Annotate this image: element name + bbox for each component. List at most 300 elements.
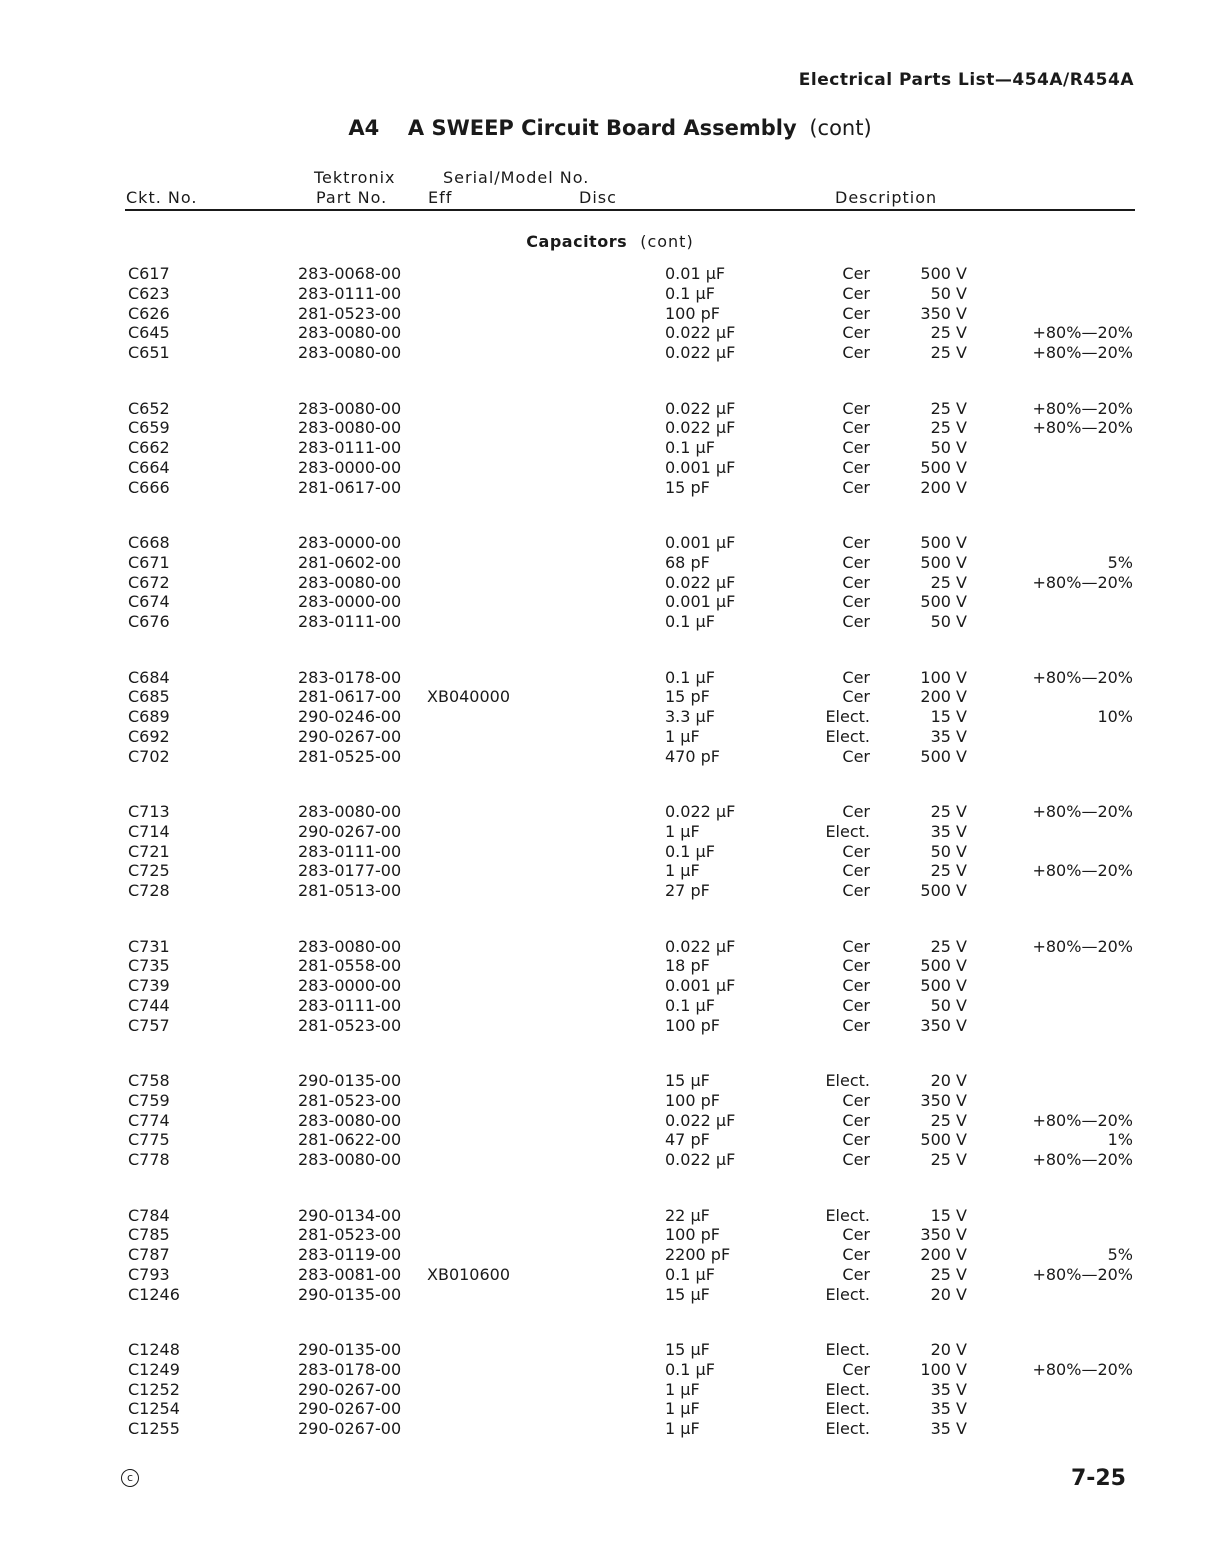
dielectric-type: Cer xyxy=(842,457,870,477)
table-row xyxy=(0,881,1220,901)
voltage-rating: 15 V xyxy=(930,1205,967,1225)
table-row xyxy=(0,1130,1220,1150)
ckt-number: C684 xyxy=(128,667,170,687)
tolerance: 1% xyxy=(1107,1130,1133,1150)
capacitance-value: 1 μF xyxy=(665,821,700,841)
part-number: 290-0267-00 xyxy=(298,1399,402,1419)
table-row xyxy=(0,842,1220,862)
table-row xyxy=(0,418,1220,438)
part-number: 283-0177-00 xyxy=(298,861,402,881)
ckt-number: C674 xyxy=(128,592,170,612)
part-number: 283-0080-00 xyxy=(298,572,402,592)
ckt-number: C1254 xyxy=(128,1399,180,1419)
ckt-number: C774 xyxy=(128,1110,170,1130)
dielectric-type: Cer xyxy=(842,323,870,343)
dielectric-type: Cer xyxy=(842,552,870,572)
voltage-rating: 35 V xyxy=(930,1379,967,1399)
tolerance: +80%—20% xyxy=(1032,861,1133,881)
header-rule xyxy=(125,209,1135,211)
capacitance-value: 0.022 μF xyxy=(665,398,736,418)
part-number: 283-0080-00 xyxy=(298,398,402,418)
voltage-rating: 350 V xyxy=(920,1015,967,1035)
capacitance-value: 1 μF xyxy=(665,1379,700,1399)
serial-eff: XB010600 xyxy=(427,1264,511,1284)
part-number: 283-0080-00 xyxy=(298,418,402,438)
voltage-rating: 500 V xyxy=(920,746,967,766)
part-number: 283-0080-00 xyxy=(298,343,402,363)
ckt-number: C623 xyxy=(128,283,170,303)
part-number: 283-0068-00 xyxy=(298,264,402,283)
part-number: 283-0111-00 xyxy=(298,283,402,303)
part-number: 281-0622-00 xyxy=(298,1130,402,1150)
capacitance-value: 0.001 μF xyxy=(665,592,736,612)
dielectric-type: Elect. xyxy=(825,707,870,727)
voltage-rating: 500 V xyxy=(920,264,967,283)
ckt-number: C626 xyxy=(128,303,170,323)
table-row xyxy=(0,533,1220,553)
table-row xyxy=(0,822,1220,842)
ckt-number: C793 xyxy=(128,1264,170,1284)
table-row xyxy=(0,687,1220,707)
ckt-number: C662 xyxy=(128,438,170,458)
voltage-rating: 35 V xyxy=(930,726,967,746)
part-number: 283-0000-00 xyxy=(298,592,402,612)
ckt-number: C744 xyxy=(128,995,170,1015)
table-row xyxy=(0,323,1220,343)
part-number: 283-0080-00 xyxy=(298,323,402,343)
capacitance-value: 47 pF xyxy=(665,1130,710,1150)
assembly-name: A SWEEP Circuit Board Assembly xyxy=(407,116,797,140)
part-number: 283-0178-00 xyxy=(298,667,402,687)
table-row xyxy=(0,478,1220,498)
part-number: 283-0000-00 xyxy=(298,976,402,996)
table-row xyxy=(0,937,1220,957)
dielectric-type: Elect. xyxy=(825,1399,870,1419)
voltage-rating: 35 V xyxy=(930,1399,967,1419)
voltage-rating: 500 V xyxy=(920,592,967,612)
dielectric-type: Cer xyxy=(842,802,870,821)
dielectric-type: Cer xyxy=(842,264,870,283)
ckt-number: C1249 xyxy=(128,1359,180,1379)
ckt-number: C1246 xyxy=(128,1284,180,1304)
capacitance-value: 15 μF xyxy=(665,1071,710,1090)
table-row xyxy=(0,458,1220,478)
tolerance: +80%—20% xyxy=(1032,323,1133,343)
part-number: 290-0135-00 xyxy=(298,1284,402,1304)
ckt-number: C672 xyxy=(128,572,170,592)
ckt-number: C775 xyxy=(128,1130,170,1150)
ckt-number: C652 xyxy=(128,398,170,418)
col-header-part-no: Part No. xyxy=(316,188,388,207)
dielectric-type: Elect. xyxy=(825,1284,870,1304)
ckt-number: C685 xyxy=(128,687,170,707)
table-row xyxy=(0,399,1220,419)
table-row xyxy=(0,1245,1220,1265)
capacitance-value: 0.01 μF xyxy=(665,264,726,283)
capacitance-value: 0.022 μF xyxy=(665,572,736,592)
capacitance-value: 15 μF xyxy=(665,1284,710,1304)
table-row xyxy=(0,996,1220,1016)
part-number: 283-0080-00 xyxy=(298,1110,402,1130)
dielectric-type: Cer xyxy=(842,438,870,458)
dielectric-type: Cer xyxy=(842,667,870,687)
table-row xyxy=(0,304,1220,324)
table-row xyxy=(0,1225,1220,1245)
tolerance: +80%—20% xyxy=(1032,343,1133,363)
capacitance-value: 0.022 μF xyxy=(665,343,736,363)
voltage-rating: 25 V xyxy=(930,323,967,343)
part-number: 283-0111-00 xyxy=(298,841,402,861)
part-number: 290-0267-00 xyxy=(298,726,402,746)
voltage-rating: 100 V xyxy=(920,667,967,687)
ckt-number: C739 xyxy=(128,976,170,996)
voltage-rating: 25 V xyxy=(930,936,967,956)
table-row xyxy=(0,1111,1220,1131)
table-row xyxy=(0,707,1220,727)
assembly-id: A4 xyxy=(348,116,380,140)
capacitance-value: 0.001 μF xyxy=(665,457,736,477)
dielectric-type: Cer xyxy=(842,956,870,976)
part-number: 283-0000-00 xyxy=(298,533,402,552)
voltage-rating: 200 V xyxy=(920,477,967,497)
voltage-rating: 20 V xyxy=(930,1340,967,1359)
part-number: 283-0081-00 xyxy=(298,1264,402,1284)
capacitance-value: 0.1 μF xyxy=(665,1359,715,1379)
voltage-rating: 35 V xyxy=(930,821,967,841)
table-row xyxy=(0,1150,1220,1170)
table-row xyxy=(0,1399,1220,1419)
dielectric-type: Cer xyxy=(842,1264,870,1284)
table-row xyxy=(0,1285,1220,1305)
part-number: 290-0267-00 xyxy=(298,1419,402,1439)
capacitance-value: 3.3 μF xyxy=(665,707,715,727)
voltage-rating: 200 V xyxy=(920,1245,967,1265)
capacitance-value: 0.022 μF xyxy=(665,1110,736,1130)
part-number: 281-0602-00 xyxy=(298,552,402,572)
capacitance-value: 100 pF xyxy=(665,1225,720,1245)
voltage-rating: 20 V xyxy=(930,1071,967,1090)
col-header-serial: Serial/Model No. xyxy=(443,168,590,187)
dielectric-type: Cer xyxy=(842,687,870,707)
col-header-ckt: Ckt. No. xyxy=(126,188,198,207)
capacitance-value: 100 pF xyxy=(665,303,720,323)
part-number: 283-0111-00 xyxy=(298,995,402,1015)
voltage-rating: 50 V xyxy=(930,283,967,303)
voltage-rating: 25 V xyxy=(930,1150,967,1170)
dielectric-type: Cer xyxy=(842,976,870,996)
voltage-rating: 25 V xyxy=(930,1264,967,1284)
assembly-title xyxy=(0,116,1220,140)
table-row xyxy=(0,1265,1220,1285)
voltage-rating: 35 V xyxy=(930,1419,967,1439)
part-number: 281-0617-00 xyxy=(298,687,402,707)
col-header-eff: Eff xyxy=(428,188,453,207)
page-number: 7-25 xyxy=(1070,1466,1126,1491)
voltage-rating: 500 V xyxy=(920,1130,967,1150)
capacitance-value: 0.1 μF xyxy=(665,667,715,687)
table-row xyxy=(0,956,1220,976)
dielectric-type: Cer xyxy=(842,303,870,323)
dielectric-type: Cer xyxy=(842,746,870,766)
part-number: 283-0178-00 xyxy=(298,1359,402,1379)
capacitance-value: 27 pF xyxy=(665,881,710,901)
capacitance-value: 0.1 μF xyxy=(665,841,715,861)
capacitance-value: 0.022 μF xyxy=(665,418,736,438)
voltage-rating: 20 V xyxy=(930,1284,967,1304)
table-row xyxy=(0,1071,1220,1091)
voltage-rating: 200 V xyxy=(920,687,967,707)
part-number: 281-0523-00 xyxy=(298,1090,402,1110)
tolerance: +80%—20% xyxy=(1032,398,1133,418)
part-number: 283-0111-00 xyxy=(298,612,402,632)
dielectric-type: Cer xyxy=(842,861,870,881)
part-number: 283-0080-00 xyxy=(298,802,402,821)
ckt-number: C671 xyxy=(128,552,170,572)
ckt-number: C725 xyxy=(128,861,170,881)
table-row xyxy=(0,1091,1220,1111)
voltage-rating: 500 V xyxy=(920,976,967,996)
dielectric-type: Cer xyxy=(842,1245,870,1265)
voltage-rating: 25 V xyxy=(930,802,967,821)
tolerance: +80%—20% xyxy=(1032,1264,1133,1284)
dielectric-type: Cer xyxy=(842,283,870,303)
capacitance-value: 0.022 μF xyxy=(665,936,736,956)
ckt-number: C651 xyxy=(128,343,170,363)
voltage-rating: 50 V xyxy=(930,841,967,861)
tolerance: +80%—20% xyxy=(1032,936,1133,956)
part-number: 283-0000-00 xyxy=(298,457,402,477)
ckt-number: C666 xyxy=(128,477,170,497)
dielectric-type: Cer xyxy=(842,1130,870,1150)
capacitance-value: 18 pF xyxy=(665,956,710,976)
table-row xyxy=(0,1206,1220,1226)
table-row xyxy=(0,264,1220,284)
table-row xyxy=(0,573,1220,593)
dielectric-type: Cer xyxy=(842,936,870,956)
dielectric-type: Elect. xyxy=(825,1071,870,1090)
ckt-number: C785 xyxy=(128,1225,170,1245)
part-number: 281-0513-00 xyxy=(298,881,402,901)
ckt-number: C702 xyxy=(128,746,170,766)
tolerance: +80%—20% xyxy=(1032,667,1133,687)
col-header-description: Description xyxy=(835,188,938,207)
voltage-rating: 500 V xyxy=(920,881,967,901)
table-row xyxy=(0,343,1220,363)
capacitance-value: 0.1 μF xyxy=(665,283,715,303)
table-row xyxy=(0,438,1220,458)
voltage-rating: 25 V xyxy=(930,398,967,418)
dielectric-type: Elect. xyxy=(825,1379,870,1399)
ckt-number: C721 xyxy=(128,841,170,861)
capacitance-value: 0.1 μF xyxy=(665,1264,715,1284)
part-number: 283-0119-00 xyxy=(298,1245,402,1265)
dielectric-type: Cer xyxy=(842,1110,870,1130)
capacitance-value: 22 μF xyxy=(665,1205,710,1225)
tolerance: 5% xyxy=(1107,1245,1133,1265)
dielectric-type: Cer xyxy=(842,995,870,1015)
tolerance: +80%—20% xyxy=(1032,1150,1133,1170)
dielectric-type: Cer xyxy=(842,1225,870,1245)
ckt-number: C759 xyxy=(128,1090,170,1110)
table-row xyxy=(0,1419,1220,1439)
table-row xyxy=(0,976,1220,996)
dielectric-type: Cer xyxy=(842,612,870,632)
dielectric-type: Cer xyxy=(842,881,870,901)
voltage-rating: 25 V xyxy=(930,861,967,881)
voltage-rating: 50 V xyxy=(930,995,967,1015)
voltage-rating: 50 V xyxy=(930,612,967,632)
capacitance-value: 0.1 μF xyxy=(665,438,715,458)
table-row xyxy=(0,1380,1220,1400)
voltage-rating: 500 V xyxy=(920,956,967,976)
capacitance-value: 0.1 μF xyxy=(665,612,715,632)
capacitance-value: 1 μF xyxy=(665,1419,700,1439)
dielectric-type: Cer xyxy=(842,343,870,363)
ckt-number: C668 xyxy=(128,533,170,552)
voltage-rating: 350 V xyxy=(920,1090,967,1110)
dielectric-type: Cer xyxy=(842,592,870,612)
capacitance-value: 68 pF xyxy=(665,552,710,572)
part-number: 281-0525-00 xyxy=(298,746,402,766)
tolerance: +80%—20% xyxy=(1032,802,1133,821)
dielectric-type: Cer xyxy=(842,1150,870,1170)
voltage-rating: 25 V xyxy=(930,572,967,592)
capacitance-value: 0.1 μF xyxy=(665,995,715,1015)
ckt-number: C784 xyxy=(128,1205,170,1225)
part-number: 283-0111-00 xyxy=(298,438,402,458)
capacitance-value: 15 μF xyxy=(665,1340,710,1359)
capacitance-value: 100 pF xyxy=(665,1090,720,1110)
part-number: 281-0523-00 xyxy=(298,1225,402,1245)
ckt-number: C692 xyxy=(128,726,170,746)
table-row xyxy=(0,802,1220,822)
ckt-number: C617 xyxy=(128,264,170,283)
ckt-number: C659 xyxy=(128,418,170,438)
tolerance: +80%—20% xyxy=(1032,572,1133,592)
table-row xyxy=(0,1340,1220,1360)
ckt-number: C728 xyxy=(128,881,170,901)
dielectric-type: Elect. xyxy=(825,1205,870,1225)
tolerance: +80%—20% xyxy=(1032,418,1133,438)
capacitance-value: 0.022 μF xyxy=(665,1150,736,1170)
ckt-number: C787 xyxy=(128,1245,170,1265)
voltage-rating: 25 V xyxy=(930,418,967,438)
table-row xyxy=(0,592,1220,612)
part-number: 281-0523-00 xyxy=(298,1015,402,1035)
dielectric-type: Cer xyxy=(842,1359,870,1379)
capacitance-value: 2200 pF xyxy=(665,1245,731,1265)
tolerance: +80%—20% xyxy=(1032,1110,1133,1130)
voltage-rating: 50 V xyxy=(930,438,967,458)
ckt-number: C713 xyxy=(128,802,170,821)
table-row xyxy=(0,553,1220,573)
voltage-rating: 350 V xyxy=(920,303,967,323)
voltage-rating: 15 V xyxy=(930,707,967,727)
capacitance-value: 0.001 μF xyxy=(665,976,736,996)
voltage-rating: 25 V xyxy=(930,1110,967,1130)
dielectric-type: Cer xyxy=(842,398,870,418)
part-number: 290-0135-00 xyxy=(298,1071,402,1090)
ckt-number: C757 xyxy=(128,1015,170,1035)
section-continued: (cont) xyxy=(640,232,694,251)
part-number: 290-0134-00 xyxy=(298,1205,402,1225)
part-number: 290-0267-00 xyxy=(298,1379,402,1399)
voltage-rating: 350 V xyxy=(920,1225,967,1245)
ckt-number: C778 xyxy=(128,1150,170,1170)
capacitance-value: 0.001 μF xyxy=(665,533,736,552)
table-row xyxy=(0,612,1220,632)
copyright-mark: c xyxy=(121,1469,139,1487)
col-header-disc: Disc xyxy=(579,188,617,207)
voltage-rating: 100 V xyxy=(920,1359,967,1379)
table-row xyxy=(0,747,1220,767)
part-number: 281-0558-00 xyxy=(298,956,402,976)
table-row xyxy=(0,284,1220,304)
part-number: 290-0267-00 xyxy=(298,821,402,841)
dielectric-type: Cer xyxy=(842,1090,870,1110)
section-heading xyxy=(0,232,1220,251)
ckt-number: C714 xyxy=(128,821,170,841)
part-number: 281-0523-00 xyxy=(298,303,402,323)
part-number: 283-0080-00 xyxy=(298,936,402,956)
capacitance-value: 1 μF xyxy=(665,726,700,746)
capacitance-value: 0.022 μF xyxy=(665,802,736,821)
dielectric-type: Cer xyxy=(842,418,870,438)
dielectric-type: Elect. xyxy=(825,726,870,746)
dielectric-type: Cer xyxy=(842,572,870,592)
tolerance: +80%—20% xyxy=(1032,1359,1133,1379)
table-row xyxy=(0,1360,1220,1380)
table-row xyxy=(0,1016,1220,1036)
ckt-number: C735 xyxy=(128,956,170,976)
dielectric-type: Cer xyxy=(842,533,870,552)
title-continued: (cont) xyxy=(809,116,872,140)
ckt-number: C1252 xyxy=(128,1379,180,1399)
dielectric-type: Cer xyxy=(842,841,870,861)
capacitance-value: 15 pF xyxy=(665,477,710,497)
voltage-rating: 500 V xyxy=(920,533,967,552)
serial-eff: XB040000 xyxy=(427,687,511,707)
part-number: 290-0135-00 xyxy=(298,1340,402,1359)
part-number: 281-0617-00 xyxy=(298,477,402,497)
ckt-number: C676 xyxy=(128,612,170,632)
dielectric-type: Cer xyxy=(842,477,870,497)
dielectric-type: Elect. xyxy=(825,1340,870,1359)
capacitance-value: 0.022 μF xyxy=(665,323,736,343)
running-header: Electrical Parts List—454A/R454A xyxy=(798,70,1134,90)
table-row xyxy=(0,727,1220,747)
section-name: Capacitors xyxy=(526,232,628,251)
table-row xyxy=(0,668,1220,688)
dielectric-type: Cer xyxy=(842,1015,870,1035)
part-number: 290-0246-00 xyxy=(298,707,402,727)
voltage-rating: 500 V xyxy=(920,457,967,477)
capacitance-value: 100 pF xyxy=(665,1015,720,1035)
voltage-rating: 500 V xyxy=(920,552,967,572)
part-number: 283-0080-00 xyxy=(298,1150,402,1170)
dielectric-type: Elect. xyxy=(825,821,870,841)
dielectric-type: Elect. xyxy=(825,1419,870,1439)
voltage-rating: 25 V xyxy=(930,343,967,363)
capacitance-value: 1 μF xyxy=(665,1399,700,1419)
ckt-number: C758 xyxy=(128,1071,170,1090)
ckt-number: C731 xyxy=(128,936,170,956)
tolerance: 5% xyxy=(1107,552,1133,572)
col-header-tektronix: Tektronix xyxy=(314,168,396,187)
ckt-number: C1255 xyxy=(128,1419,180,1439)
tolerance: 10% xyxy=(1097,707,1133,727)
ckt-number: C664 xyxy=(128,457,170,477)
